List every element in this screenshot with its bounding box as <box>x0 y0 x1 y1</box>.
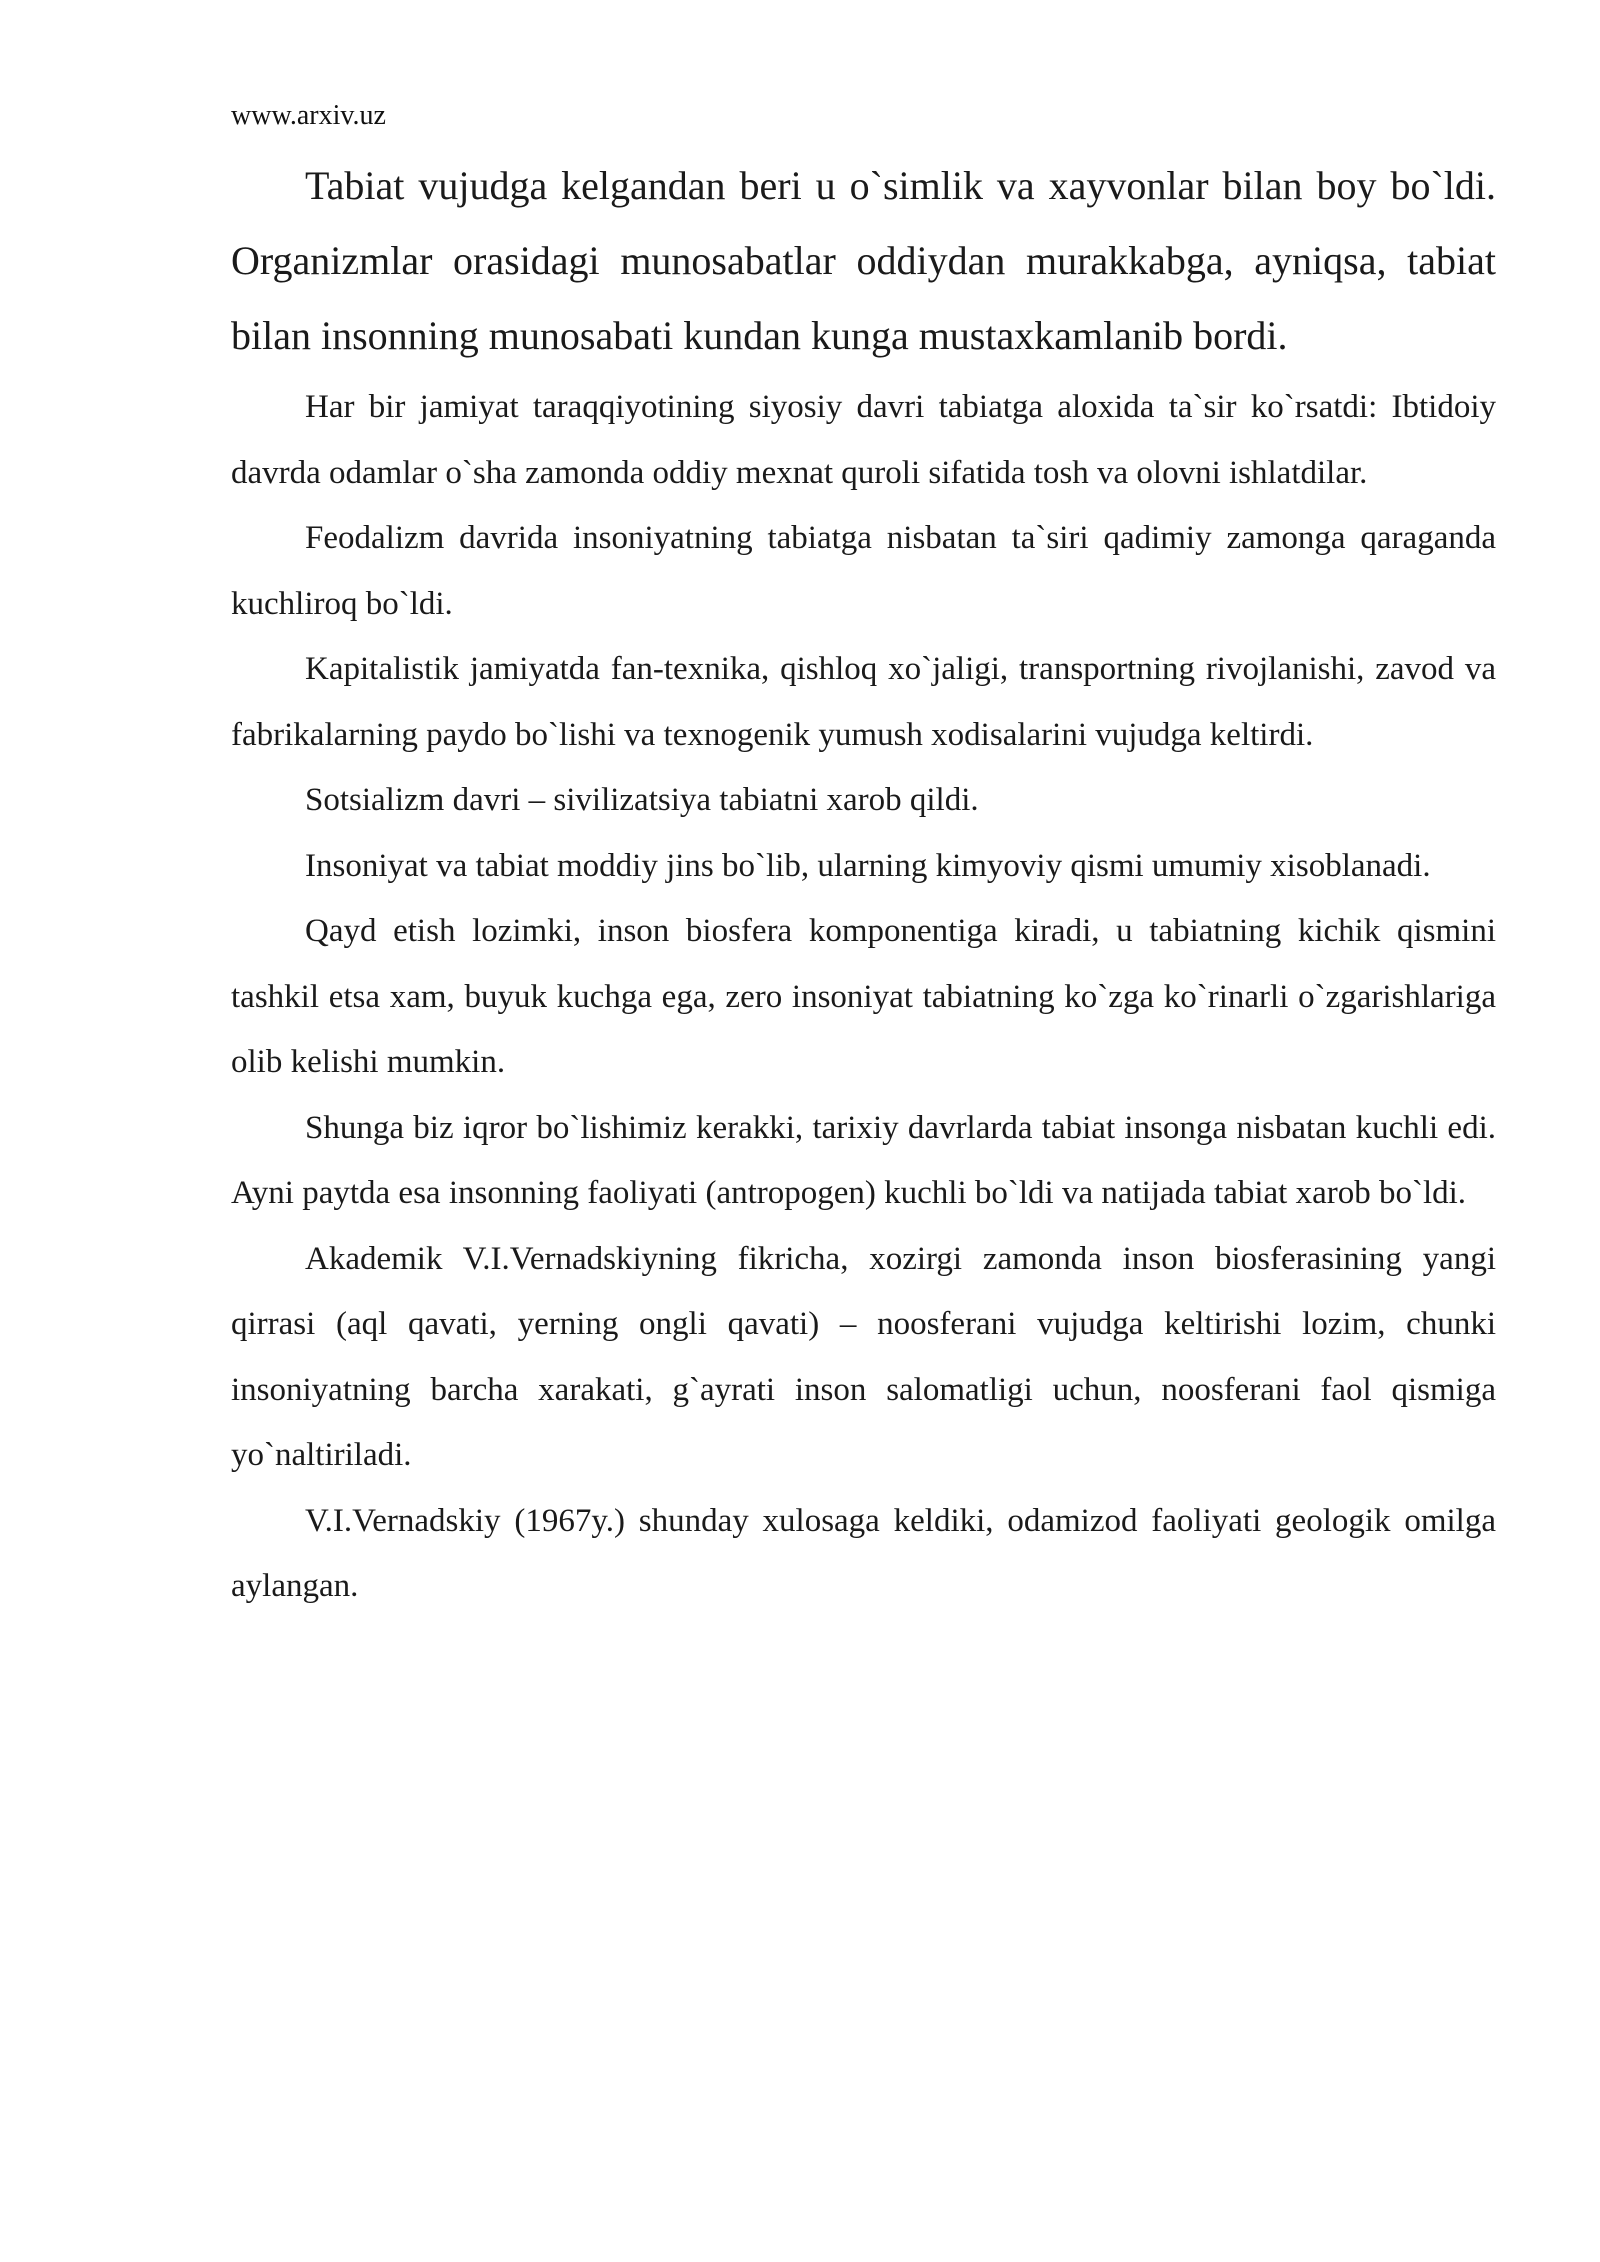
document-body <box>231 148 1496 1620</box>
paragraph-1: Har bir jamiyat taraqqiyotining siyosiy davri tabiatga aloxida ta`sir ko`rsatdi: Ibtidoiy davrda odamlar o`sha zamonda oddiy mexnat quroli sifatida tosh va olovni ishlatdilar. <box>231 389 1496 491</box>
site-url-header: www.arxiv.uz <box>231 100 386 131</box>
paragraph-4: Sotsializm davri – sivilizatsiya tabiatni xarob qildi. <box>305 782 979 818</box>
paragraph-7: Shunga biz iqror bo`lishimiz kerakki, tarixiy davrlarda tabiat insonga nisbatan kuchli edi. Ayni paytda esa insonning faoliyati (antropogen) kuchli bo`ldi va natijada tabiat xarob bo`ldi. <box>231 1109 1496 1211</box>
paragraph-2: Feodalizm davrida insoniyatning tabiatga nisbatan ta`siri qadimiy zamonga qaraganda kuchliroq bo`ldi. <box>231 520 1496 622</box>
paragraph-9: V.I.Vernadskiy (1967y.) shunday xulosaga keldiki, odamizod faoliyati geologik omilga aylangan. <box>231 1502 1496 1604</box>
paragraph-5: Insoniyat va tabiat moddiy jins bo`lib, ularning kimyoviy qismi umumiy xisoblanadi. <box>305 847 1431 884</box>
paragraph-6: Qayd etish lozimki, inson biosfera komponentiga kiradi, u tabiatning kichik qismini tashkil etsa xam, buyuk kuchga ega, zero insoniyat tabiatning ko`zga ko`rinarli o`zgarishlariga olib kelishi mumkin. <box>231 913 1496 1080</box>
lead-paragraph: Tabiat vujudga kelgandan beri u o`simlik va xayvonlar bilan boy bo`ldi. Organizmlar orasidagi munosabatlar oddiydan murakkabga, ayniqsa, tabiat bilan insonning munosabati kundan kunga mustaxkamlanib bordi. <box>231 163 1496 358</box>
paragraph-8: Akademik V.I.Vernadskiyning fikricha, xozirgi zamonda inson biosferasining yangi qirrasi (aql qavati, yerning ongli qavati) – noosferani vujudga keltirishi lozim, chunki insoniyatning barcha xarakati, g`ayrati inson salomatligi uchun, noosferani faol qismiga yo`naltiriladi. <box>231 1240 1496 1473</box>
paragraph-3: Kapitalistik jamiyatda fan-texnika, qishloq xo`jaligi, transportning rivojlanishi, zavod va fabrikalarning paydo bo`lishi va texnogenik yumush xodisalarini vujudga keltirdi. <box>231 651 1496 753</box>
